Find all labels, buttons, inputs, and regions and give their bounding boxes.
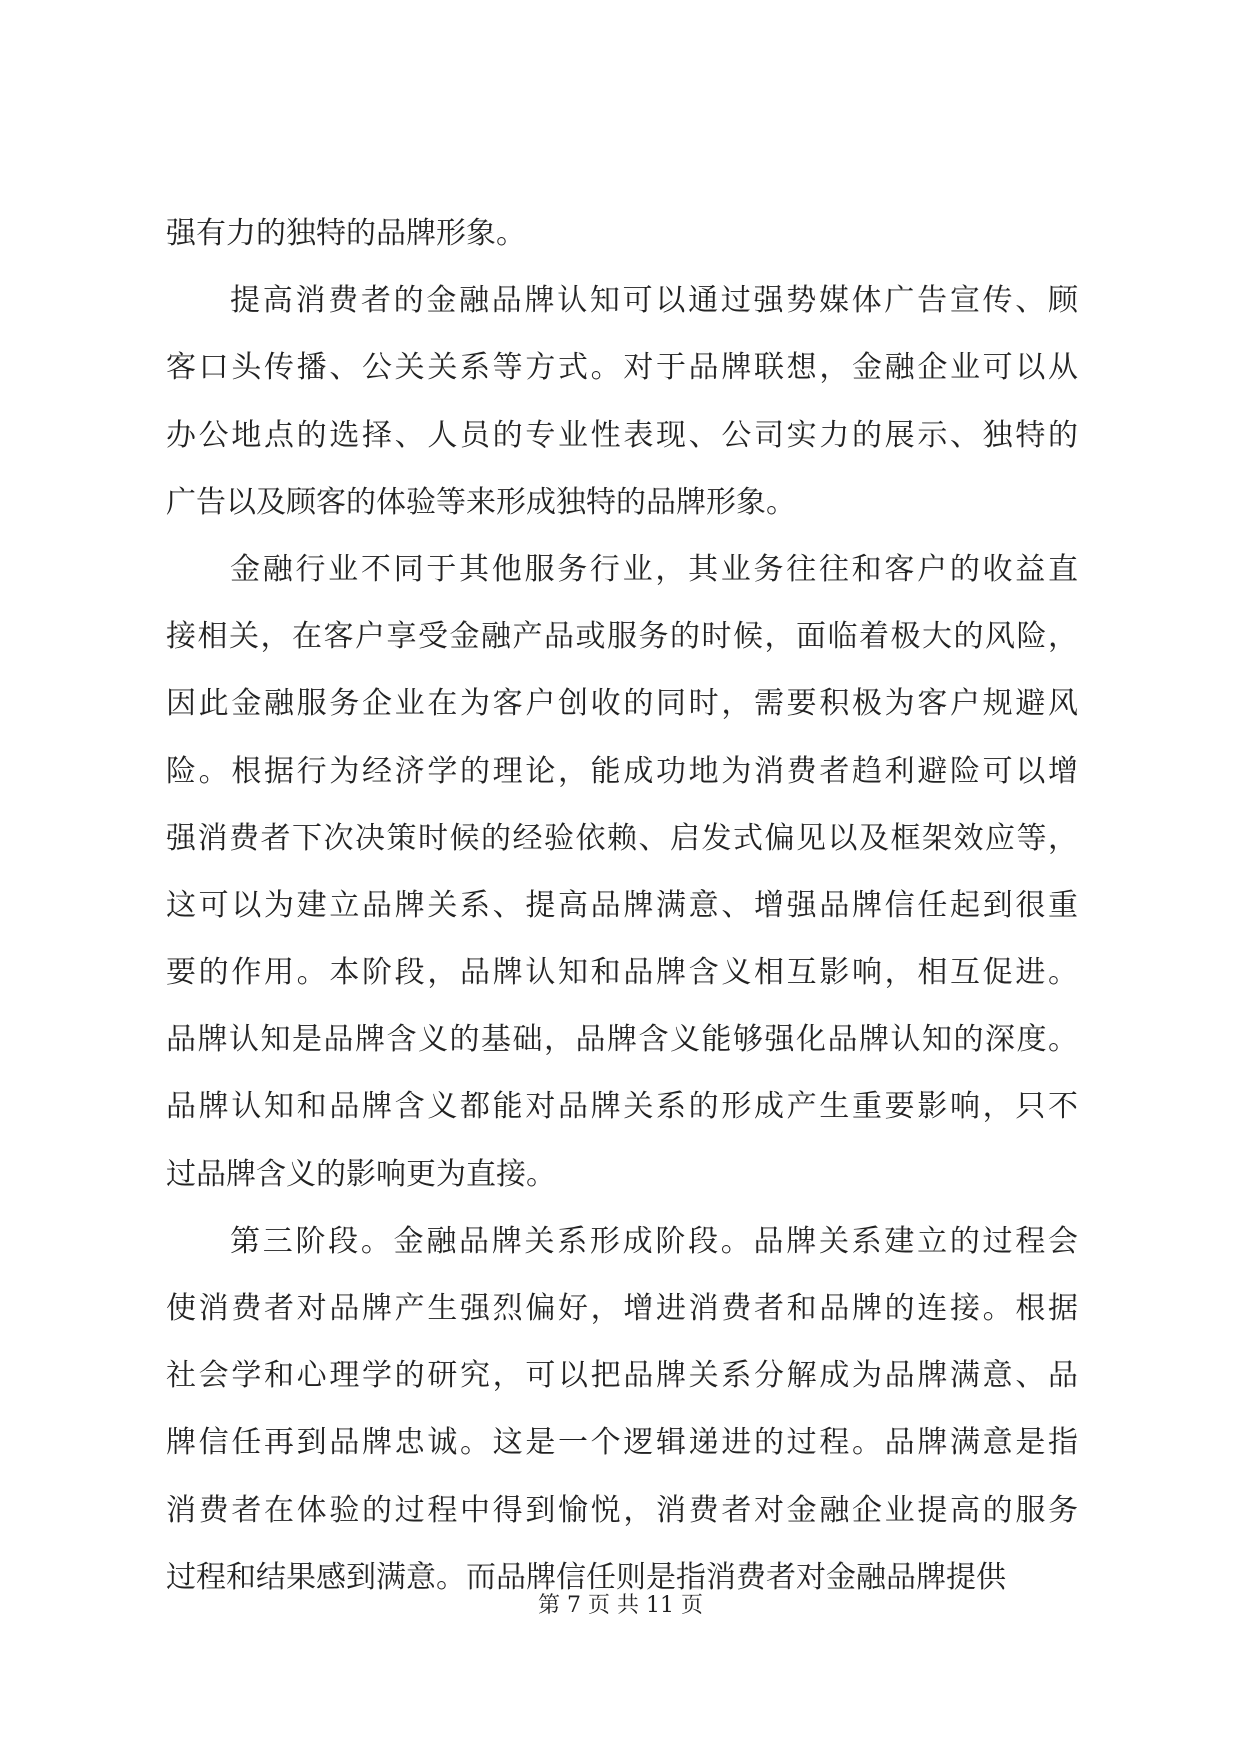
paragraph <box>166 267 1078 536</box>
text-line: 要的作用。本阶段，品牌认知和品牌含义相互影响，相互促进。 <box>166 955 1078 991</box>
paragraph <box>166 200 1078 267</box>
text-line: 因此金融服务企业在为客户创收的同时，需要积极为客户规避风 <box>166 686 1078 722</box>
text-line: 品牌认知是品牌含义的基础，品牌含义能够强化品牌认知的深度。 <box>166 1022 1078 1058</box>
text-line: 牌信任再到品牌忠诚。这是一个逻辑递进的过程。品牌满意是指 <box>166 1425 1078 1461</box>
document-body <box>166 200 1078 1611</box>
text-line: 客口头传播、公关关系等方式。对于品牌联想，金融企业可以从 <box>166 350 1078 386</box>
text-line: 使消费者对品牌产生强烈偏好，增进消费者和品牌的连接。根据 <box>166 1291 1078 1326</box>
text-line: 第三阶段。金融品牌关系形成阶段。品牌关系建立的过程会 <box>230 1223 1078 1259</box>
text-line: 品牌认知和品牌含义都能对品牌关系的形成产生重要影响，只不 <box>166 1089 1078 1125</box>
text-line: 险。根据行为经济学的理论，能成功地为消费者趋利避险可以增 <box>166 753 1078 789</box>
text-line: 金融行业不同于其他服务行业，其业务往往和客户的收益直 <box>230 551 1078 587</box>
text-line: 强有力的独特的品牌形象。 <box>166 216 526 251</box>
text-line: 过品牌含义的影响更为直接。 <box>166 1156 556 1192</box>
paragraph <box>166 536 1078 1208</box>
page-footer: 第 7 页 共 11 页 <box>538 1593 703 1618</box>
text-line: 接相关，在客户享受金融产品或服务的时候，面临着极大的风险， <box>166 619 1078 655</box>
text-line: 社会学和心理学的研究，可以把品牌关系分解成为品牌满意、品 <box>166 1358 1078 1394</box>
text-line: 办公地点的选择、人员的专业性表现、公司实力的展示、独特的 <box>166 417 1078 453</box>
text-line: 强消费者下次决策时候的经验依赖、启发式偏见以及框架效应等， <box>166 820 1078 856</box>
text-line: 过程和结果感到满意。而品牌信任则是指消费者对金融品牌提供 <box>166 1559 1006 1595</box>
text-line: 消费者在体验的过程中得到愉悦，消费者对金融企业提高的服务 <box>166 1492 1078 1528</box>
text-line: 广告以及顾客的体验等来形成独特的品牌形象。 <box>166 484 796 520</box>
text-line: 这可以为建立品牌关系、提高品牌满意、增强品牌信任起到很重 <box>166 887 1078 923</box>
text-line: 提高消费者的金融品牌认知可以通过强势媒体广告宣传、顾 <box>230 283 1078 319</box>
paragraph <box>166 1208 1078 1611</box>
